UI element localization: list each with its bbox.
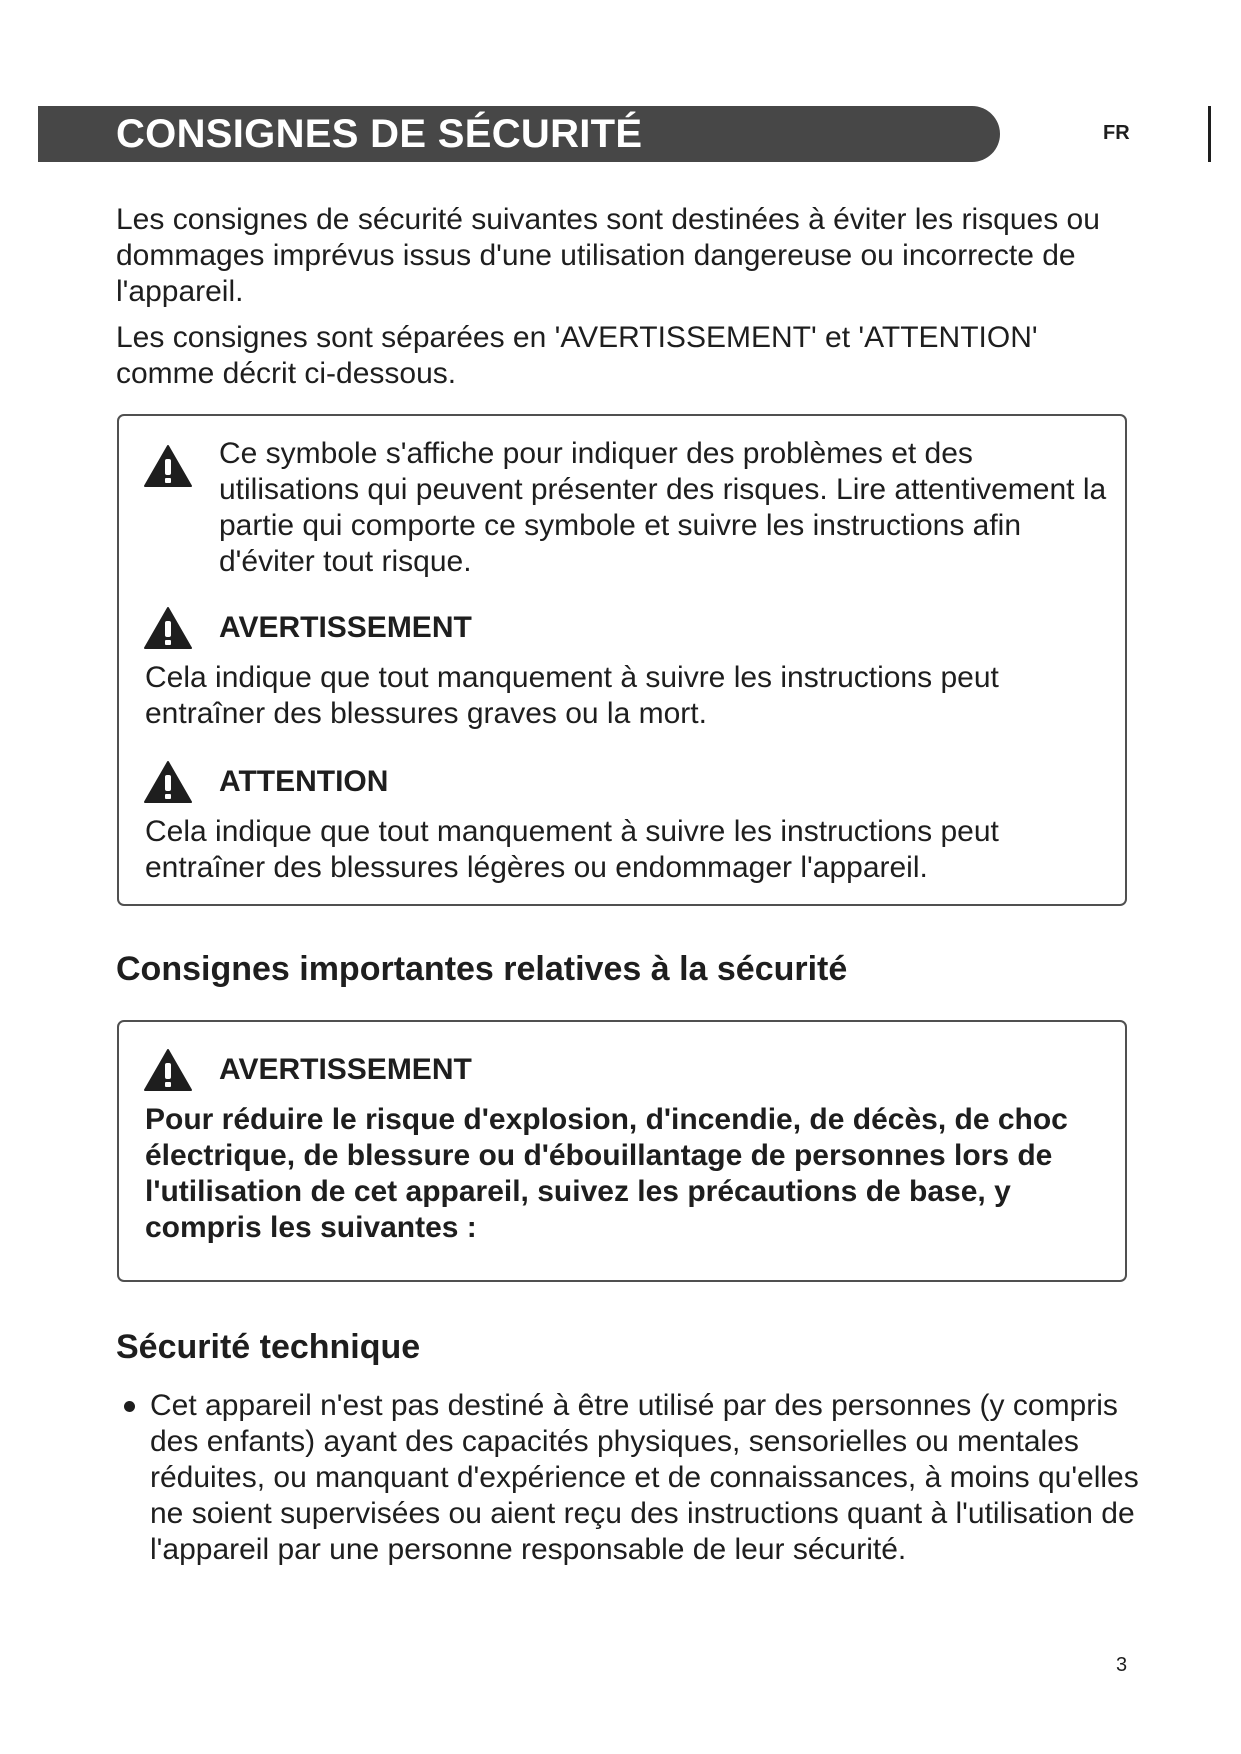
warning-triangle-icon	[143, 1048, 193, 1092]
warning-triangle-icon	[143, 444, 193, 488]
intro-paragraph-2: Les consignes sont séparées en 'AVERTISSEMENT' et 'ATTENTION' comme décrit ci-dessous.	[116, 321, 1038, 390]
symbol-explanation-box	[117, 414, 1127, 906]
warning-description: Cela indique que tout manquement à suivre les instructions peut entraîner des blessures graves ou la mort.	[145, 661, 999, 730]
edge-marker	[1208, 106, 1211, 162]
warning-heading: AVERTISSEMENT	[219, 611, 472, 644]
caution-description: Cela indique que tout manquement à suivre les instructions peut entraîner des blessures légères ou endommager l'appareil.	[145, 815, 999, 884]
important-section-title: Consignes importantes relatives à la sécurité	[116, 950, 848, 988]
important-warning-description: Pour réduire le risque d'explosion, d'incendie, de décès, de choc électrique, de blessure ou d'ébouillantage de personnes lors de l'utilisation de cet appareil, suivez les précautions de base, y compris les suivantes :	[145, 1103, 1068, 1244]
caution-heading: ATTENTION	[219, 765, 389, 798]
bullet-icon	[124, 1401, 135, 1412]
page-title: CONSIGNES DE SÉCURITÉ	[116, 112, 643, 156]
warning-triangle-icon	[143, 606, 193, 650]
warning-triangle-icon	[143, 760, 193, 804]
technical-section-title: Sécurité technique	[116, 1328, 421, 1366]
bullet-text: Cet appareil n'est pas destiné à être utilisé par des personnes (y compris des enfants) ayant des capacités physiques, sensorielles ou mentales réduites, ou manquant d'expérience et de connaissances, à moins qu'elles ne soient supervisées ou aient reçu des instructions quant à l'utilisation de l'appareil par une personne responsable de leur sécurité.	[150, 1389, 1139, 1566]
important-warning-heading: AVERTISSEMENT	[219, 1053, 472, 1086]
important-warning-box	[117, 1020, 1127, 1282]
page-number: 3	[1116, 1654, 1128, 1676]
symbol-description: Ce symbole s'affiche pour indiquer des problèmes et des utilisations qui peuvent présenter des risques. Lire attentivement la partie qui comporte ce symbole et suivre les instructions afin d'éviter tout risque.	[219, 437, 1107, 578]
intro-paragraph-1: Les consignes de sécurité suivantes sont destinées à éviter les risques ou dommages imprévus issus d'une utilisation dangereuse ou incorrecte de l'appareil.	[116, 203, 1100, 308]
language-label: FR	[1103, 122, 1130, 144]
